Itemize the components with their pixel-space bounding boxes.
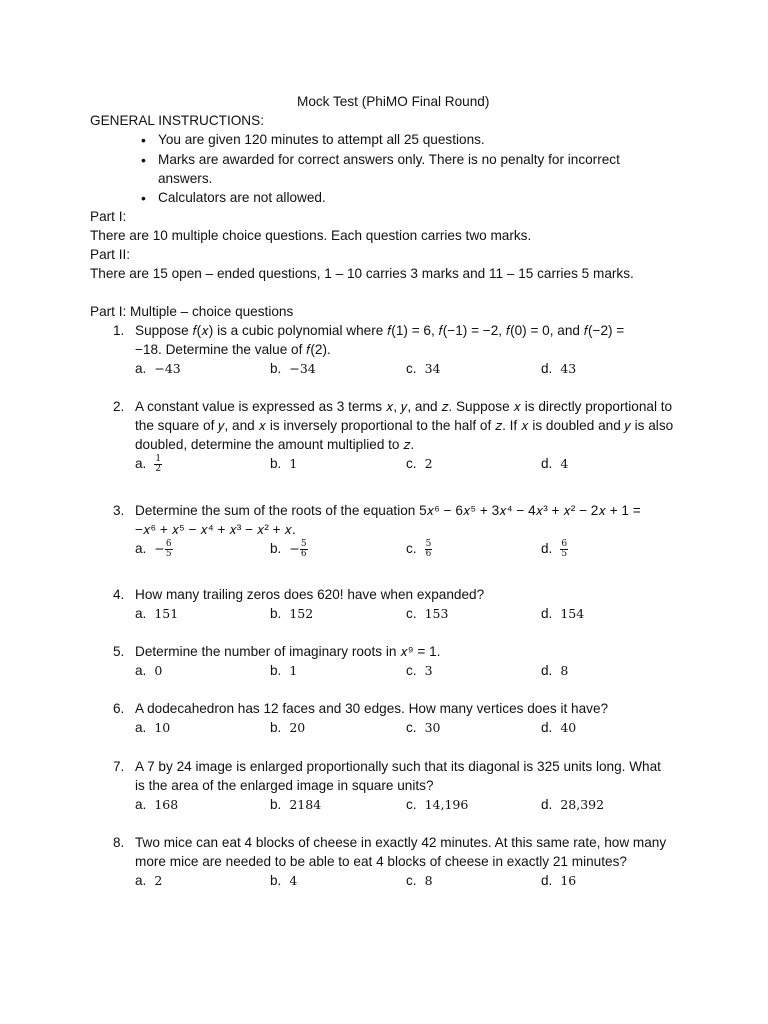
part2-description: There are 15 open – ended questions, 1 – 10 carries 3 marks and 11 – 15 carries 5 marks. (90, 266, 634, 281)
option-label: b. (270, 663, 282, 678)
option-label: c. (406, 797, 417, 812)
option-fraction (165, 540, 173, 559)
option-fraction (425, 540, 433, 559)
fraction-denominator: 6 (425, 549, 432, 559)
option-fraction (560, 540, 568, 559)
answer-option (135, 872, 162, 890)
option-label: d. (541, 456, 553, 471)
option-label: c. (406, 361, 417, 376)
fraction-numerator: 5 (300, 539, 307, 549)
option-label: b. (270, 797, 282, 812)
answer-option (406, 662, 433, 680)
option-value: 3 (424, 663, 433, 678)
answer-option (270, 455, 297, 473)
answer-option (270, 360, 316, 378)
fraction-denominator: 5 (561, 549, 568, 559)
option-value: −43 (154, 361, 181, 376)
question-number: 6. (113, 701, 125, 716)
option-label: d. (541, 663, 553, 678)
question-number: 3. (113, 503, 125, 518)
bullet-icon: • (141, 190, 146, 206)
option-label: b. (270, 361, 282, 376)
option-label: d. (541, 361, 553, 376)
option-value: 153 (424, 606, 449, 621)
answer-option (406, 540, 432, 559)
answer-option (541, 540, 568, 559)
answer-option (270, 872, 297, 890)
question-text-line: Two mice can eat 4 blocks of cheese in exactly 42 minutes. At this same rate, how many (135, 835, 667, 850)
answer-option (541, 455, 568, 473)
answer-option (270, 540, 308, 559)
option-label: c. (406, 456, 417, 471)
question-number: 7. (113, 759, 125, 774)
answer-option (270, 605, 313, 623)
part1-heading: Part I: (90, 209, 127, 224)
option-label: a. (135, 606, 147, 621)
instruction-line: Marks are awarded for correct answers only. There is no penalty for incorrect (158, 152, 620, 167)
question-text-line: Suppose 𝑓(𝑥) is a cubic polynomial where 𝑓(1) = 6, 𝑓(−1) = −2, 𝑓(0) = 0, and 𝑓(−2) = (135, 323, 625, 338)
question-text-line: A constant value is expressed as 3 terms 𝑥, 𝑦, and 𝑧. Suppose 𝑥 is directly proportional to (135, 399, 673, 414)
answer-option (406, 796, 468, 814)
question-number: 5. (113, 644, 125, 659)
option-value: 4 (560, 456, 569, 471)
fraction-numerator: 6 (561, 539, 568, 549)
instruction-line: Calculators are not allowed. (158, 190, 326, 205)
answer-option (541, 719, 576, 737)
option-fraction (300, 540, 308, 559)
option-value: 8 (560, 663, 569, 678)
option-label: c. (406, 541, 417, 557)
answer-option (270, 719, 305, 737)
answer-option (541, 662, 568, 680)
answer-option (406, 719, 440, 737)
option-value: 28,392 (560, 797, 605, 812)
option-label: c. (406, 720, 417, 735)
option-sign: − (154, 541, 165, 557)
option-value: −34 (289, 361, 316, 376)
question-number: 4. (113, 587, 125, 602)
question-number: 8. (113, 835, 125, 850)
option-label: c. (406, 606, 417, 621)
question-text-line: is the area of the enlarged image in square units? (135, 778, 434, 793)
option-label: b. (270, 541, 282, 557)
question-text-line: doubled, determine the amount multiplied to 𝑧. (135, 437, 415, 452)
option-value: 14,196 (424, 797, 469, 812)
fraction-numerator: 6 (165, 539, 172, 549)
instruction-line: You are given 120 minutes to attempt all 25 questions. (158, 132, 485, 147)
option-value: 2 (154, 873, 163, 888)
option-value: 2184 (289, 797, 322, 812)
answer-option (135, 455, 162, 474)
general-instructions-heading: GENERAL INSTRUCTIONS: (90, 113, 264, 128)
option-value: 20 (289, 720, 306, 735)
answer-option (406, 872, 433, 890)
option-label: b. (270, 456, 282, 471)
option-label: d. (541, 797, 553, 812)
answer-option (406, 455, 433, 473)
question-text-line: −18. Determine the value of 𝑓(2). (135, 342, 331, 357)
option-value: 151 (154, 606, 179, 621)
option-value: 4 (289, 873, 298, 888)
page-title: Mock Test (PhiMO Final Round) (297, 94, 490, 109)
question-number: 1. (113, 323, 125, 338)
fraction-denominator: 2 (155, 464, 162, 474)
option-value: 16 (560, 873, 577, 888)
question-text-line: Determine the number of imaginary roots in 𝑥⁹ = 1. (135, 644, 441, 659)
option-sign: − (289, 541, 300, 557)
option-label: d. (541, 720, 553, 735)
answer-option (406, 360, 440, 378)
option-value: 168 (154, 797, 179, 812)
option-value: 40 (560, 720, 577, 735)
option-value: 10 (154, 720, 171, 735)
option-label: a. (135, 361, 147, 376)
answer-option (135, 360, 181, 378)
option-value: 152 (289, 606, 314, 621)
option-label: d. (541, 606, 553, 621)
option-value: 0 (154, 663, 163, 678)
option-label: a. (135, 541, 147, 557)
answer-option (270, 662, 297, 680)
answer-option (135, 796, 178, 814)
option-value: 154 (560, 606, 585, 621)
option-label: d. (541, 541, 553, 557)
section-heading: Part I: Multiple – choice questions (90, 304, 294, 319)
fraction-numerator: 1 (155, 454, 162, 464)
question-number: 2. (113, 399, 125, 414)
option-label: a. (135, 797, 147, 812)
option-label: b. (270, 873, 282, 888)
answer-option (135, 662, 162, 680)
question-text-line: A dodecahedron has 12 faces and 30 edges. How many vertices does it have? (135, 701, 609, 716)
option-label: d. (541, 873, 553, 888)
instruction-line: answers. (158, 171, 213, 186)
option-value: 8 (424, 873, 433, 888)
option-label: a. (135, 720, 147, 735)
answer-option (541, 872, 576, 890)
answer-option (406, 605, 448, 623)
question-text-line: −𝑥⁶ + 𝑥⁵ − 𝑥⁴ + 𝑥³ − 𝑥² + 𝑥. (135, 522, 296, 537)
option-label: b. (270, 720, 282, 735)
bullet-icon: • (141, 132, 146, 148)
answer-option (541, 796, 604, 814)
option-label: b. (270, 606, 282, 621)
fraction-numerator: 5 (425, 539, 432, 549)
option-label: a. (135, 873, 147, 888)
option-label: c. (406, 873, 417, 888)
answer-option (135, 719, 170, 737)
question-text-line: the square of 𝑦, and 𝑥 is inversely proportional to the half of 𝑧. If 𝑥 is doubled and 𝑦 is also (135, 418, 674, 433)
question-text-line: A 7 by 24 image is enlarged proportionally such that its diagonal is 325 units long. What (135, 759, 661, 774)
option-fraction (154, 455, 162, 474)
fraction-denominator: 5 (165, 549, 172, 559)
option-label: a. (135, 663, 147, 678)
option-label: a. (135, 456, 147, 472)
part1-description: There are 10 multiple choice questions. Each question carries two marks. (90, 228, 532, 243)
option-value: 2 (424, 456, 433, 471)
option-value: 30 (424, 720, 441, 735)
answer-option (135, 605, 178, 623)
option-label: c. (406, 663, 417, 678)
fraction-denominator: 6 (300, 549, 307, 559)
answer-option (135, 540, 173, 559)
part2-heading: Part II: (90, 247, 131, 262)
option-value: 34 (424, 361, 441, 376)
answer-option (541, 605, 584, 623)
option-value: 1 (289, 663, 298, 678)
answer-option (541, 360, 576, 378)
option-value: 1 (289, 456, 298, 471)
bullet-icon: • (141, 152, 146, 168)
answer-option (270, 796, 321, 814)
question-text-line: How many trailing zeros does 620! have when expanded? (135, 587, 485, 602)
question-text-line: more mice are needed to be able to eat 4 blocks of cheese in exactly 21 minutes? (135, 854, 627, 869)
option-value: 43 (560, 361, 577, 376)
question-text-line: Determine the sum of the roots of the equation 5𝑥⁶ − 6𝑥⁵ + 3𝑥⁴ − 4𝑥³ + 𝑥² − 2𝑥 + 1 = (135, 503, 641, 518)
